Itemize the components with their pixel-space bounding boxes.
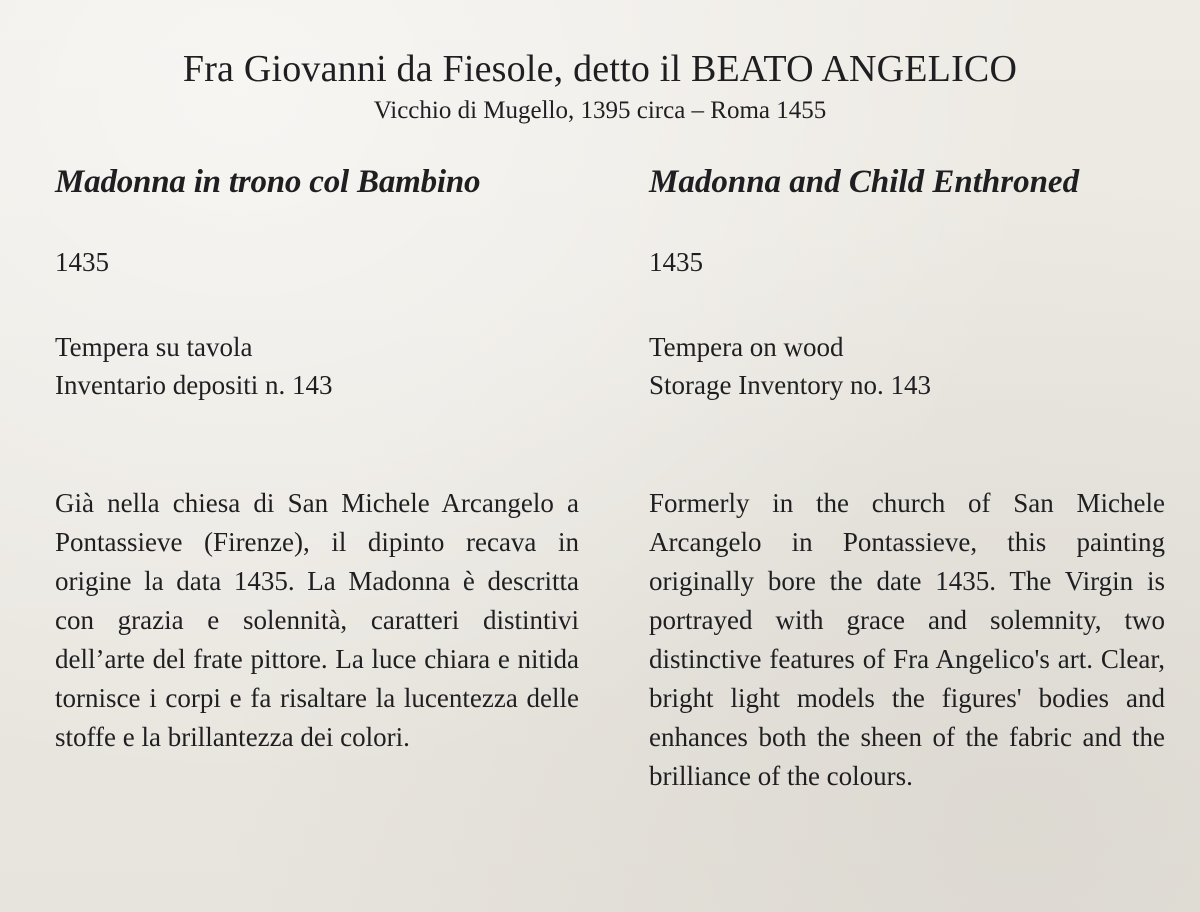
italian-year: 1435 [55,247,109,277]
italian-description: Già nella chiesa di San Michele Arcangelo a Pontassieve (Firenze), il dipinto recava in origine la data 1435. La Madonna è descritta con grazia e solennità, caratteri distintivi dell’arte del frate pittore. La luce chiara e nitida tornisce i corpi e fa risaltare la lucentezza delle stoffe e la brillantezza dei colori. [55,488,579,752]
english-year: 1435 [649,247,703,277]
italian-technique [55,328,332,404]
english-inventory: Storage Inventory no. 143 [649,370,931,400]
english-technique [649,328,931,404]
italian-inventory: Inventario depositi n. 143 [55,370,333,400]
label-header [0,44,1200,128]
italian-medium: Tempera su tavola [55,332,253,362]
italian-column [55,160,579,752]
artist-name: Fra Giovanni da Fiesole, detto il BEATO ANGELICO [182,48,1018,90]
english-medium: Tempera on wood [649,332,844,362]
english-title: Madonna and Child Enthroned [649,164,1080,200]
english-column [649,160,1165,791]
italian-title: Madonna in trono col Bambino [55,164,481,200]
artist-lifespan: Vicchio di Mugello, 1395 circa – Roma 1455 [373,97,827,124]
english-description: Formerly in the church of San Michele Arcangelo in Pontassieve, this painting originally bore the date 1435. The Virgin is portrayed with grace and solemnity, two distinctive features of Fra Angelico's art. Clear, bright light models the figures' bodies and enhances both the sheen of the fabric and the brilliance of the colours. [649,488,1165,791]
